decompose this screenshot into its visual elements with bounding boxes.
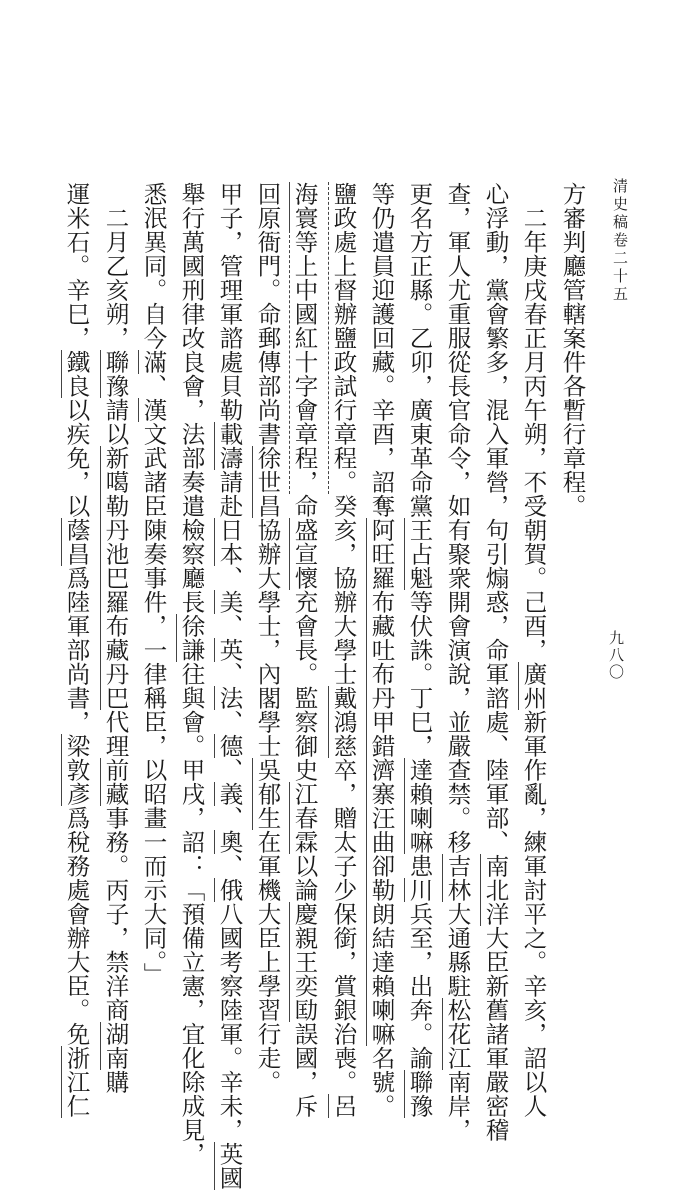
text-run: 悉泯異同。自今 bbox=[139, 182, 168, 350]
text-column bbox=[177, 182, 206, 1166]
text-run: 運米石。辛巳， bbox=[62, 182, 91, 350]
text-run: 往與會。甲戌，詔：「預備立憲，宜化除成見， bbox=[177, 662, 206, 1166]
text-run: 、 bbox=[215, 806, 244, 830]
proper-name-mark: 等上中國紅十字會章程， bbox=[290, 230, 319, 494]
text-run: 等伏誅。丁巳， bbox=[405, 590, 434, 758]
text-column bbox=[443, 182, 472, 1142]
text-run: 二年庚戌春正月丙午朔，不受朝賀。己酉， bbox=[519, 182, 548, 662]
proper-name-mark: 徐謙 bbox=[177, 614, 206, 662]
text-run: 方審判廳管轄案件各暫行章程。 bbox=[558, 182, 587, 518]
proper-name-mark: 梁敦彥 bbox=[62, 734, 91, 806]
text-run: 患 bbox=[405, 854, 434, 878]
proper-name-mark: 日本 bbox=[215, 518, 244, 566]
text-run: 以論 bbox=[290, 854, 319, 902]
text-run: 心浮動，黨會繁多，混入軍營，句引煽惑，命軍諮處、陸軍部、 bbox=[481, 182, 510, 854]
text-run: 舉行萬國刑律改良會，法部奏遣檢察廳長 bbox=[177, 182, 206, 614]
text-run: 爲陸軍部尚書， bbox=[62, 566, 91, 734]
text-run: 代理 bbox=[101, 710, 130, 758]
proper-name-mark: 滿 bbox=[139, 350, 168, 374]
proper-name-mark: 川 bbox=[405, 878, 434, 902]
proper-name-mark: 新噶勒丹池巴羅布藏丹巴 bbox=[101, 446, 130, 710]
text-run: 名號。 bbox=[367, 1046, 396, 1118]
text-run: 大臣新舊諸軍嚴密稽 bbox=[481, 926, 510, 1142]
text-run: 新軍作亂，練軍討平之。辛亥，詔以人 bbox=[519, 710, 548, 1118]
proper-name-mark: 鹽政處上督辦鹽政試行章程。 bbox=[329, 182, 358, 494]
text-run: 回原衙門。命郵傳部尚書 bbox=[253, 182, 282, 446]
text-run: 命 bbox=[290, 494, 319, 518]
text-run: 、 bbox=[139, 374, 168, 398]
proper-name-mark: 慶親王奕劻 bbox=[290, 902, 319, 1022]
proper-name-mark: 鐵良 bbox=[62, 350, 91, 398]
text-column bbox=[558, 182, 587, 518]
proper-name-mark: 漢 bbox=[139, 398, 168, 422]
text-run: 、 bbox=[215, 710, 244, 734]
proper-name-mark: 義 bbox=[215, 782, 244, 806]
text-column bbox=[367, 182, 396, 1118]
text-run: 以疾免，以 bbox=[62, 398, 91, 518]
text-run: 卒，贈太子少保銜，賞銀治喪。 bbox=[329, 758, 358, 1094]
text-column bbox=[139, 182, 168, 987]
proper-name-mark: 達賴喇嘛 bbox=[405, 758, 434, 854]
proper-name-mark: 法 bbox=[215, 686, 244, 710]
running-header: 清史稿卷二十五 bbox=[611, 178, 629, 304]
proper-name-mark: 載濤 bbox=[215, 422, 244, 470]
text-run: 請赴 bbox=[215, 470, 244, 518]
text-run: 充會長。監察御史 bbox=[290, 590, 319, 782]
text-run: 購 bbox=[101, 1070, 130, 1094]
proper-name-mark: 戴鴻慈 bbox=[329, 686, 358, 758]
proper-name-mark: 王占魁 bbox=[405, 518, 434, 590]
proper-name-mark: 吳郁生 bbox=[253, 758, 282, 830]
text-run: 在軍機大臣上學習行走。 bbox=[253, 830, 282, 1094]
proper-name-mark: 海寰 bbox=[290, 182, 319, 230]
text-column bbox=[329, 182, 358, 1118]
proper-name-mark: 浙江 bbox=[62, 1046, 91, 1094]
proper-name-mark: 吉林 bbox=[443, 854, 472, 902]
text-run: 更名方正縣。乙卯，廣東革命黨 bbox=[405, 182, 434, 518]
text-run: 二月乙亥朔， bbox=[101, 182, 130, 350]
text-run: 誤國，斥 bbox=[290, 1022, 319, 1118]
text-run: 等仍遣員迎護回藏。辛酉，詔奪 bbox=[367, 182, 396, 518]
proper-name-mark: 湖南 bbox=[101, 1022, 130, 1070]
text-column bbox=[481, 182, 510, 1142]
proper-name-mark: 英國 bbox=[215, 1142, 244, 1190]
text-column bbox=[290, 182, 319, 1118]
text-run: 、 bbox=[215, 854, 244, 878]
text-run: 甲子，管理軍諮處貝勒 bbox=[215, 182, 244, 422]
proper-name-mark: 俄 bbox=[215, 878, 244, 902]
proper-name-mark: 德 bbox=[215, 734, 244, 758]
text-column bbox=[215, 182, 244, 1190]
text-column bbox=[519, 182, 548, 1118]
proper-name-mark: 美 bbox=[215, 590, 244, 614]
proper-name-mark: 阿旺羅布藏吐布丹甲錯濟寨汪曲卻勒朗結達賴喇嘛 bbox=[367, 518, 396, 1046]
proper-name-mark: 南北洋 bbox=[481, 854, 510, 926]
text-run: 、 bbox=[215, 662, 244, 686]
proper-name-mark: 仁 bbox=[62, 1094, 91, 1118]
proper-name-mark: 蔭昌 bbox=[62, 518, 91, 566]
text-run: 大通縣駐 bbox=[443, 902, 472, 998]
text-run: 兵至，出奔。諭 bbox=[405, 902, 434, 1070]
text-run: 請以 bbox=[101, 398, 130, 446]
text-run: 、 bbox=[215, 566, 244, 590]
proper-name-mark: 徐世昌 bbox=[253, 446, 282, 518]
proper-name-mark: 盛宣懷 bbox=[290, 518, 319, 590]
text-column bbox=[101, 182, 130, 1094]
text-run: 南岸， bbox=[443, 1070, 472, 1142]
proper-name-mark: 江春霖 bbox=[290, 782, 319, 854]
text-run: 、 bbox=[215, 614, 244, 638]
proper-name-mark: 聯豫 bbox=[101, 350, 130, 398]
text-run: 八國考察陸軍。辛未， bbox=[215, 902, 244, 1142]
text-run: 查，軍人尤重服從長官命令，如有聚衆開會演說，並嚴查禁。移 bbox=[443, 182, 472, 854]
text-column bbox=[62, 182, 91, 1118]
proper-name-mark: 前藏 bbox=[101, 758, 130, 806]
text-run: 癸亥，協辦大學士 bbox=[329, 494, 358, 686]
proper-name-mark: 松花江 bbox=[443, 998, 472, 1070]
text-run: 協辦大學士，內閣學士 bbox=[253, 518, 282, 758]
proper-name-mark: 奧 bbox=[215, 830, 244, 854]
text-run: 爲稅務處會辦大臣。免 bbox=[62, 806, 91, 1046]
text-run: 文武諸臣陳奏事件，一律稱臣，以昭畫一而示大同。」 bbox=[139, 422, 168, 987]
text-column bbox=[253, 182, 282, 1094]
proper-name-mark: 廣州 bbox=[519, 662, 548, 710]
text-column bbox=[405, 182, 434, 1118]
text-run: 、 bbox=[215, 758, 244, 782]
proper-name-mark: 聯豫 bbox=[405, 1070, 434, 1118]
proper-name-mark: 英 bbox=[215, 638, 244, 662]
page-number: 九八〇 bbox=[607, 630, 625, 681]
text-run: 事務。丙子，禁洋商 bbox=[101, 806, 130, 1022]
proper-name-mark: 呂 bbox=[329, 1094, 358, 1118]
